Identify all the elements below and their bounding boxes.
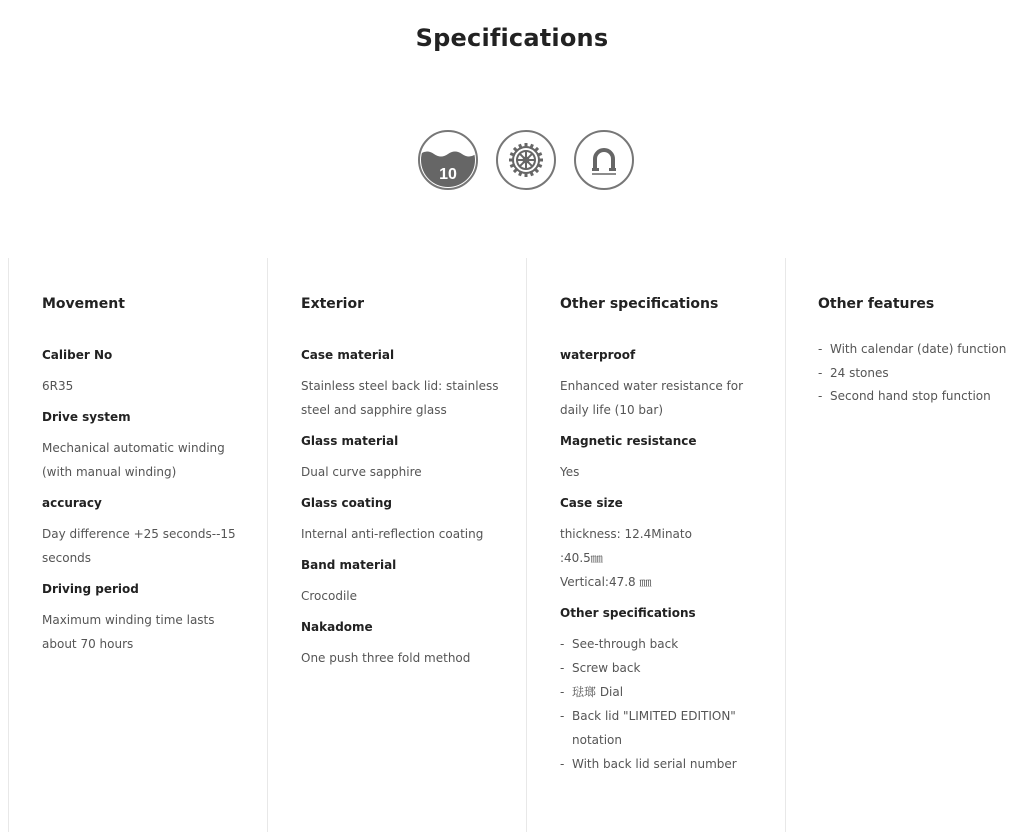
spec-value: Enhanced water resistance for daily life (10 bar) [560, 379, 744, 417]
other-specifications-list [560, 632, 785, 776]
water-resistance-icon [420, 132, 476, 188]
list-item: - Second hand stop function [818, 385, 1023, 409]
spec-label: Case size [560, 496, 623, 510]
movement-title: Movement [42, 296, 125, 312]
other-specifications-title: Other specifications [560, 296, 719, 312]
list-item: - 24 stones [818, 362, 1023, 386]
spec-label: Driving period [42, 582, 139, 596]
other-features-column [785, 258, 1023, 832]
spec-value: thickness: 12.4Minato :40.5㎜ Vertical:47.8 ㎜ [560, 527, 692, 589]
spec-value: Mechanical automatic winding (with manual winding) [42, 441, 225, 479]
list-item: - With calendar (date) function [818, 338, 1023, 362]
spec-value: Maximum winding time lasts about 70 hours [42, 613, 215, 651]
spec-value: 6R35 [42, 379, 74, 393]
spec-value: Internal anti-reflection coating [301, 527, 484, 541]
page-title: Specifications [415, 24, 609, 52]
spec-value: Dual curve sapphire [301, 465, 422, 479]
spec-label: accuracy [42, 496, 102, 510]
spec-label: Drive system [42, 410, 131, 424]
gear-icon [506, 140, 546, 180]
spec-value: Stainless steel back lid: stainless steel and sapphire glass [301, 379, 499, 417]
spec-label: Case material [301, 348, 395, 362]
list-item: - See-through back [560, 632, 785, 656]
list-item: - Screw back [560, 656, 785, 680]
spec-value: Crocodile [301, 589, 357, 603]
feature-badges [0, 130, 1024, 190]
spec-value: One push three fold method [301, 651, 471, 665]
water-resistance-badge [418, 130, 478, 190]
spec-value: Day difference +25 seconds--15 seconds [42, 527, 236, 565]
list-item: - Back lid "LIMITED EDITION" notation [560, 704, 785, 752]
spec-label: Magnetic resistance [560, 434, 697, 448]
spec-value: Yes [560, 465, 580, 479]
spec-label: Glass material [301, 434, 399, 448]
movement-column [8, 258, 267, 832]
spec-label: Nakadome [301, 620, 373, 634]
spec-label: Caliber No [42, 348, 113, 362]
spec-label: Other specifications [560, 606, 696, 620]
magnet-icon [586, 142, 622, 178]
other-specifications-column [526, 258, 785, 832]
automatic-movement-badge [496, 130, 556, 190]
other-features-title: Other features [818, 296, 935, 312]
exterior-title: Exterior [301, 296, 365, 312]
spec-label: waterproof [560, 348, 636, 362]
water-resistance-value: 10 [439, 166, 457, 183]
other-features-list [818, 338, 1023, 409]
spec-label: Glass coating [301, 496, 392, 510]
magnetic-resistance-badge [574, 130, 634, 190]
exterior-column [267, 258, 526, 832]
spec-columns [8, 258, 1024, 832]
list-item: - 琺瑯 Dial [560, 680, 785, 704]
spec-label: Band material [301, 558, 397, 572]
list-item: - With back lid serial number [560, 752, 785, 776]
